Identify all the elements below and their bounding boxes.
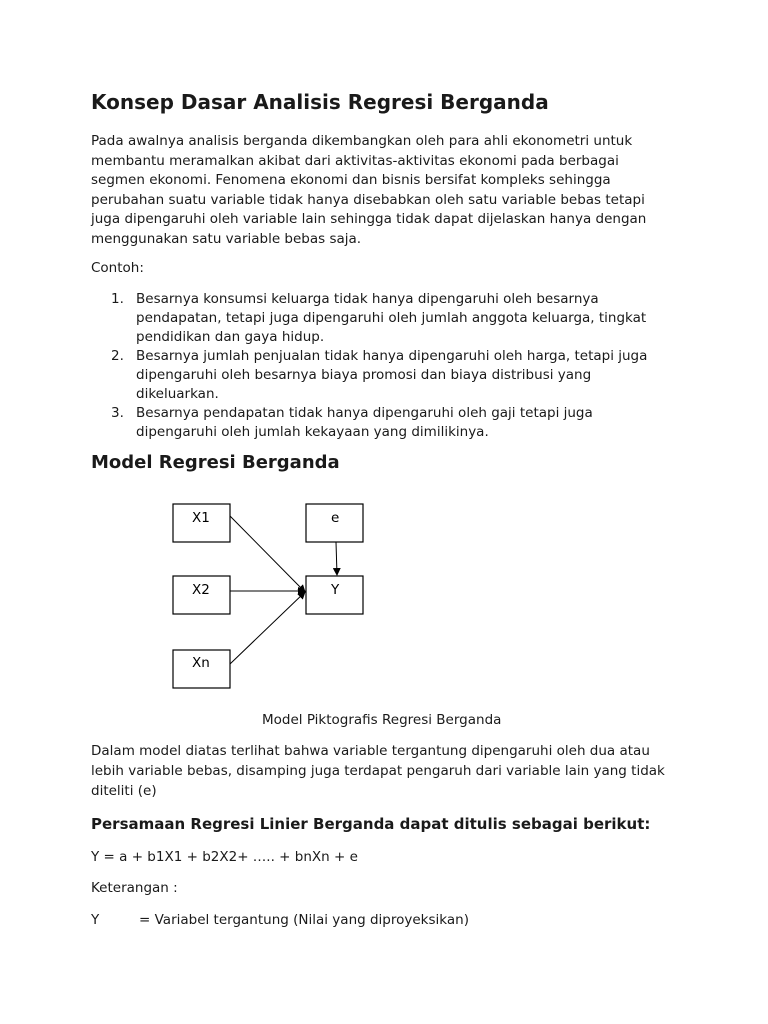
model-heading: Model Regresi Berganda [91,452,340,473]
arrow-e-to-y [336,542,337,575]
example-list [91,290,691,442]
box-y-label: Y [331,582,340,598]
list-line: dikeluarkan. [136,386,219,402]
list-line: Besarnya pendapatan tidak hanya dipengaruhi oleh gaji tetapi juga [136,405,593,421]
arrow-x1-to-y [230,516,305,592]
box-x1 [173,504,230,542]
box-e [306,504,363,542]
intro-line: membantu meramalkan akibat dari aktivitas-aktivitas ekonomi pada berbagai [91,152,619,169]
intro-line: menggunakan satu variable bebas saja. [91,230,362,247]
keterangan-symbol: Y [91,912,100,928]
list-number: 3. [111,405,124,421]
box-e-label: e [331,510,340,526]
keterangan-label: Keterangan : [91,880,178,896]
document-title: Konsep Dasar Analisis Regresi Berganda [91,90,549,114]
intro-line: perubahan suatu variable tidak hanya disebabkan oleh satu variable bebas tetapi [91,191,645,208]
list-item [91,290,691,347]
diagram-caption: Model Piktografis Regresi Berganda [262,712,502,728]
intro-line: Pada awalnya analisis berganda dikembangkan oleh para ahli ekonometri untuk [91,133,633,149]
box-xn-label: Xn [192,655,210,671]
box-y [306,576,363,614]
equation-heading: Persamaan Regresi Linier Berganda dapat ditulis sebagai berikut: [91,815,651,833]
list-number: 1. [111,291,124,307]
box-x1-label: X1 [192,510,210,526]
list-line: pendapatan, tetapi juga dipengaruhi oleh jumlah anggota keluarga, tingkat [136,310,647,326]
list-line: Besarnya konsumsi keluarga tidak hanya dipengaruhi oleh besarnya [136,291,599,307]
intro-line: juga dipengaruhi oleh variable lain sehingga tidak dapat dijelaskan hanya dengan [91,211,647,227]
list-item [91,404,691,442]
list-line: pendidikan dan gaya hidup. [136,329,325,345]
list-line: dipengaruhi oleh besarnya biaya promosi dan biaya distribusi yang [136,367,592,383]
box-x2 [173,576,230,614]
explanation-line: lebih variable bebas, disamping juga terdapat pengaruh dari variable lain yang tidak [91,763,665,779]
arrow-xn-to-y [230,592,305,664]
list-line: dipengaruhi oleh jumlah kekayaan yang dimilikinya. [136,424,489,440]
intro-paragraph [91,132,646,249]
contoh-label: Contoh: [91,260,144,276]
regression-equation: Y = a + b1X1 + b2X2+ ….. + bnXn + e [91,849,358,865]
list-item [91,347,691,404]
list-number: 2. [111,348,124,364]
explanation-line: Dalam model diatas terlihat bahwa variable tergantung dipengaruhi oleh dua atau [91,743,650,759]
box-x2-label: X2 [192,582,210,598]
regression-diagram [170,500,370,690]
keterangan-description: = Variabel tergantung (Nilai yang diproyeksikan) [139,912,469,928]
list-line: Besarnya jumlah penjualan tidak hanya dipengaruhi oleh harga, tetapi juga [136,348,648,364]
explanation-line: diteliti (e) [91,783,157,799]
intro-line: segmen ekonomi. Fenomena ekonomi dan bisnis bersifat kompleks sehingga [91,172,611,188]
box-xn [173,650,230,688]
